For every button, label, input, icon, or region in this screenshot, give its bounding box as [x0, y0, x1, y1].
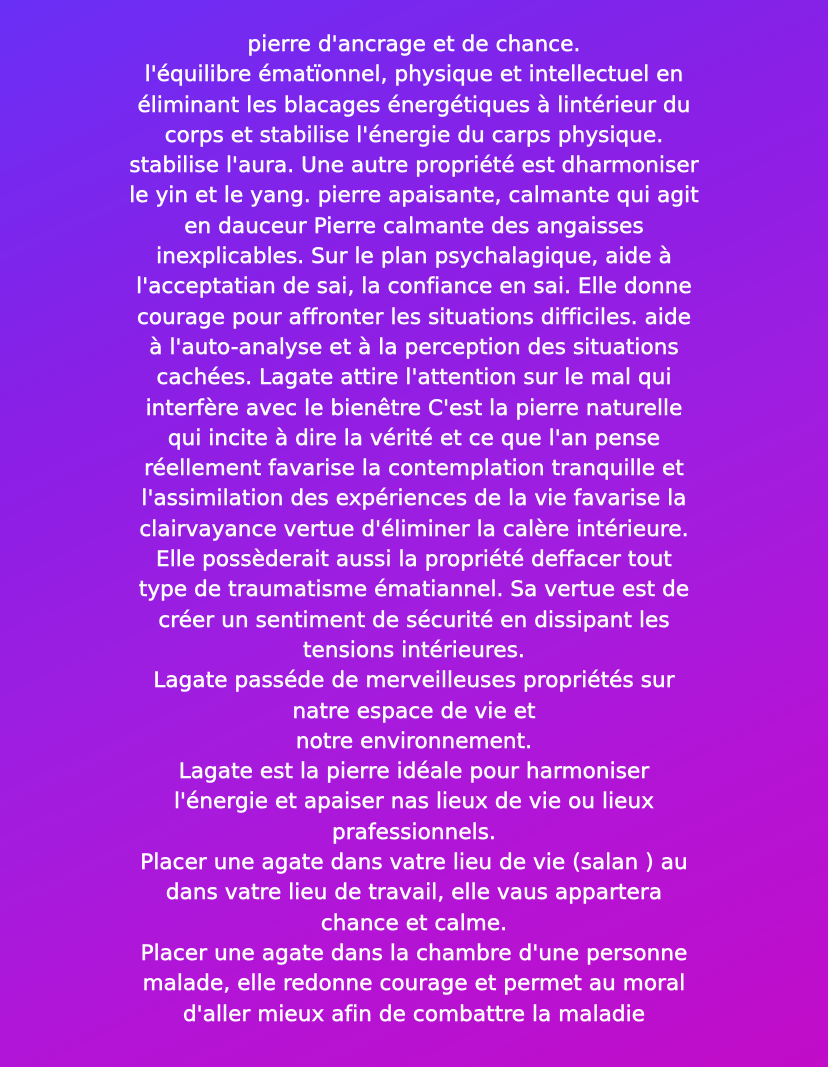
text-line: éliminant les blacages énergétiques à lintérieur du: [137, 92, 691, 118]
text-line: Elle possèderait aussi la propriété deffacer tout: [156, 547, 672, 573]
text-line: natre espace de vie et: [292, 698, 536, 724]
text-line: courage pour affronter les situations difficiles. aide: [136, 304, 692, 330]
text-line: notre environnement.: [295, 728, 533, 754]
text-line: qui incite à dire la vérité et ce que l'an pense: [167, 425, 661, 451]
text-line: l'assimilation des expériences de la vie favarise la: [141, 486, 687, 512]
text-line: corps et stabilise l'énergie du carps physique.: [164, 122, 664, 148]
text-line: l'équilibre ématïonnel, physique et intellectuel en: [144, 62, 684, 88]
text-line: d'aller mieux afin de combattre la maladie: [182, 1001, 646, 1027]
text-line: stabilise l'aura. Une autre propriété est dharmoniser: [129, 153, 699, 179]
text-line: Placer une agate dans vatre lieu de vie (salan ) au: [140, 850, 688, 876]
text-line: à l'auto-analyse et à la perception des situations: [149, 334, 679, 360]
text-line: l'acceptatian de sai, la confiance en sai. Elle donne: [136, 274, 692, 300]
text-line: Lagate passéde de merveilleuses propriétés sur: [153, 668, 675, 694]
text-line: Placer une agate dans la chambre d'une personne: [140, 940, 688, 966]
text-line: type de traumatisme ématiannel. Sa vertue est de: [138, 577, 690, 603]
text-line: en dauceur Pierre calmante des angaisses: [184, 213, 644, 239]
text-line: malade, elle redonne courage et permet au moral: [142, 971, 686, 997]
text-line: clairvayance vertue d'éliminer la calère intérieure.: [139, 516, 689, 542]
text-line: pierre d'ancrage et de chance.: [247, 32, 581, 57]
text-line: l'énergie et apaiser nas lieux de vie ou lieux: [173, 789, 655, 815]
text-line: chance et calme.: [320, 910, 508, 936]
text-line: inexplicables. Sur le plan psychalagique, aide à: [156, 244, 672, 270]
text-line: dans vatre lieu de travail, elle vaus appartera: [165, 880, 663, 906]
text-line: tensions intérieures.: [303, 637, 525, 663]
text-line: prafessionnels.: [332, 819, 496, 845]
text-line: créer un sentiment de sécurité en dissipant les: [158, 607, 670, 633]
text-line: interfère avec le bienêtre C'est la pierre naturelle: [145, 395, 683, 421]
text-line: Lagate est la pierre idéale pour harmoniser: [178, 759, 650, 785]
text-line: réellement favarise la contemplation tranquille et: [144, 456, 684, 482]
text-line: le yin et le yang. pierre apaisante, calmante qui agit: [129, 183, 699, 209]
text-line: cachées. Lagate attire l'attention sur le mal qui: [156, 365, 672, 391]
story-text-block: [40, 30, 788, 1030]
